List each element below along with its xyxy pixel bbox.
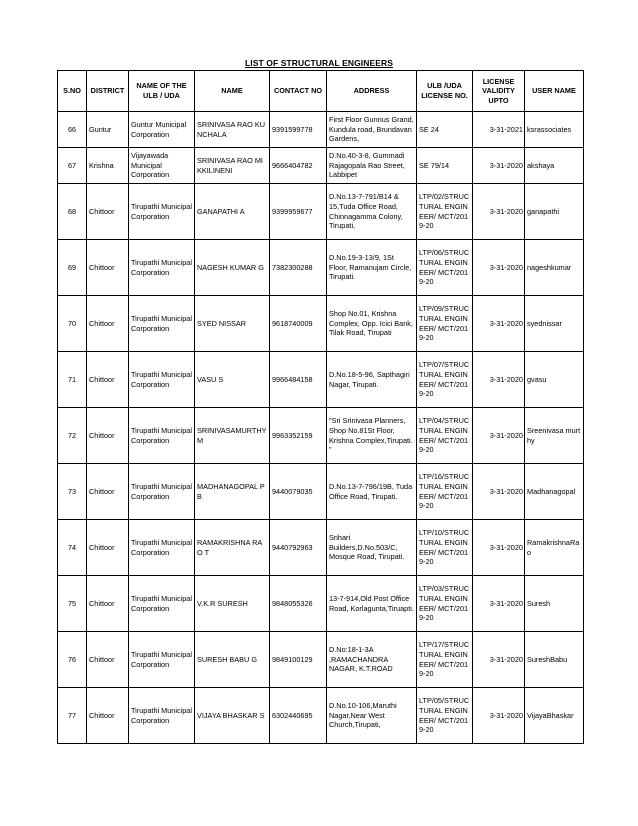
row-username-text: gvasu [527,374,547,384]
row-contact-text: 9399959677 [272,206,313,216]
row-contact [270,148,327,184]
row-district-text: Chittoor [89,486,115,496]
row-ulb-text: Tirupathi Municipal Corporation [131,313,192,333]
row-ulb [129,112,195,148]
row-validity-text: 3-31-2020 [489,430,523,440]
row-license-text: LTP/04/STRUCTURAL ENGINEER/ MCT/2019-20 [419,416,470,455]
row-sno-text: 73 [67,486,77,496]
row-district [87,576,129,632]
row-validity-text: 3-31-2020 [489,486,523,496]
table-row [58,464,584,520]
row-contact-text: 9666404782 [272,160,313,170]
row-name [195,520,270,576]
header-contact: CONTACT NO [270,71,327,112]
row-license [417,408,473,464]
row-validity-text: 3-31-2020 [489,542,523,552]
row-ulb [129,520,195,576]
row-contact [270,240,327,296]
row-username-text: Sreenivasa murthy [527,425,581,445]
row-sno-text: 68 [67,206,77,216]
table-row [58,576,584,632]
table-row [58,520,584,576]
row-validity [473,520,525,576]
row-sno [58,520,87,576]
row-ulb-text: Tirupathi Municipal Corporation [131,537,192,557]
row-validity [473,408,525,464]
table-row [58,184,584,240]
row-license [417,184,473,240]
row-contact-text: 9440079035 [272,486,313,496]
row-address-text: D.No:18-1-3A ,RAMACHANDRA NAGAR, K.T.ROAD [329,645,393,674]
table-body [58,112,584,744]
row-contact [270,576,327,632]
row-name-text: SRINIVASAMURTHY M [197,425,267,445]
row-license-text: SE 24 [419,124,439,134]
row-ulb [129,632,195,688]
row-contact-text: 7382300288 [272,262,313,272]
row-license-text: LTP/02/STRUCTURAL ENGINEER/ MCT/2019-20 [419,192,470,231]
row-district [87,296,129,352]
row-license [417,688,473,744]
row-license [417,464,473,520]
row-license-text: LTP/07/STRUCTURAL ENGINEER/ MCT/2019-20 [419,360,470,399]
row-ulb-text: Tirupathi Municipal Corporation [131,369,192,389]
header-ulb: NAME OF THE ULB / UDA [129,71,195,112]
row-sno [58,352,87,408]
row-address-text: "Sri Srinivasa Planners, Shop No.81St Floor, Krishna Complex,Tirupati. " [329,416,413,455]
row-license-text: LTP/16/STRUCTURAL ENGINEER/ MCT/2019-20 [419,472,470,511]
row-name [195,112,270,148]
header-address: ADDRESS [327,71,417,112]
row-validity [473,184,525,240]
row-contact-text: 9440792963 [272,542,313,552]
row-name [195,464,270,520]
table-row [58,632,584,688]
table-row [58,352,584,408]
row-validity-text: 3-31-2020 [489,262,523,272]
row-validity-text: 3-31-2020 [489,318,523,328]
row-contact [270,352,327,408]
row-name-text: RAMAKRISHNA RAO T [197,537,263,557]
row-license-text: LTP/06/STRUCTURAL ENGINEER/ MCT/2019-20 [419,248,470,287]
table-row [58,112,584,148]
row-license-text: LTP/03/STRUCTURAL ENGINEER/ MCT/2019-20 [419,584,470,623]
row-sno [58,184,87,240]
header-name: NAME [195,71,270,112]
row-ulb-text: Tirupathi Municipal Corporation [131,201,192,221]
row-validity-text: 3-31-2020 [489,160,523,170]
row-license-text: LTP/10/STRUCTURAL ENGINEER/ MCT/2019-20 [419,528,470,567]
row-district [87,148,129,184]
row-username-text: RamakrishnaRao [527,537,580,557]
row-validity [473,240,525,296]
row-license [417,632,473,688]
row-name-text: V.K.R SURESH [197,598,248,608]
row-district [87,352,129,408]
row-license [417,112,473,148]
row-sno [58,632,87,688]
row-address-text: D.No.19-3-13/9, 1St Floor, Ramanujam Circle, Tirupati. [329,253,412,282]
row-district-text: Krishna [89,160,114,170]
row-ulb [129,352,195,408]
row-address-text: D.No.40-3-8, Gummadi Rajagopala Rao Street, Labbipet [329,151,405,180]
row-district [87,688,129,744]
row-sno [58,148,87,184]
row-validity-text: 3-31-2020 [489,654,523,664]
row-name [195,408,270,464]
row-username [525,296,584,352]
row-validity [473,112,525,148]
row-ulb-text: Tirupathi Municipal Corporation [131,649,192,669]
row-validity [473,352,525,408]
row-sno [58,240,87,296]
row-license-text: LTP/17/STRUCTURAL ENGINEER/ MCT/2019-20 [419,640,470,679]
row-ulb [129,184,195,240]
row-validity [473,688,525,744]
row-district [87,632,129,688]
row-district-text: Chittoor [89,318,115,328]
row-sno [58,688,87,744]
row-ulb-text: Tirupathi Municipal Corporation [131,705,192,725]
header-validity: LICENSE VALIDITY UPTO [473,71,525,112]
header-district: DISTRICT [87,71,129,112]
row-ulb-text: Vijayawada Municipal Corporation [131,151,170,180]
row-license [417,520,473,576]
row-name [195,148,270,184]
row-district-text: Chittoor [89,374,115,384]
row-address-text: 13-7-914,Old Post Office Road, Korlagunta,Tiruapti. [329,593,414,613]
row-username [525,632,584,688]
row-name-text: SURESH BABU G [197,654,258,664]
row-address-text: D.No.10-106,Maruthi Nagar,Near West Church,Tirupati, [329,701,397,730]
row-contact-text: 9848055326 [272,598,313,608]
row-district [87,520,129,576]
row-address [327,184,417,240]
row-username [525,240,584,296]
table-row [58,148,584,184]
row-district-text: Chittoor [89,262,115,272]
header-username: USER NAME [525,71,584,112]
row-address [327,112,417,148]
row-username-text: nageshkumar [527,262,572,272]
row-ulb [129,688,195,744]
row-username-text: Suresh [527,598,551,608]
row-contact [270,632,327,688]
row-district-text: Chittoor [89,206,115,216]
row-username [525,520,584,576]
row-contact-text: 9966484158 [272,374,313,384]
row-address [327,520,417,576]
row-validity-text: 3-31-2020 [489,206,523,216]
row-district-text: Chittoor [89,598,115,608]
row-ulb [129,408,195,464]
page-title: LIST OF STRUCTURAL ENGINEERS [244,58,394,68]
row-address-text: D.No.18-5-96, Sapthagiri Nagar, Tirupati. [329,369,410,389]
row-address [327,576,417,632]
table-row [58,296,584,352]
row-contact [270,408,327,464]
row-license [417,352,473,408]
row-contact-text: 9391599778 [272,124,313,134]
header-sno: S.NO [58,71,87,112]
header-license: ULB /UDA LICENSE NO. [417,71,473,112]
row-validity [473,296,525,352]
row-name [195,184,270,240]
row-sno-text: 75 [67,598,77,608]
row-sno [58,464,87,520]
row-username [525,112,584,148]
row-district [87,112,129,148]
row-address [327,352,417,408]
row-username [525,464,584,520]
row-license [417,148,473,184]
row-validity-text: 3-31-2020 [489,374,523,384]
row-ulb [129,148,195,184]
row-license [417,296,473,352]
row-address-text: Shop No.01, Krishna Complex, Opp. Icici Bank, Tilak Road, Tirupati [329,309,413,338]
row-sno-text: 72 [67,430,77,440]
row-sno-text: 77 [67,710,77,720]
row-contact-text: 9963352159 [272,430,313,440]
row-address-text: D.No.13-7-796/19B, Tuda Office Road, Tirupati. [329,481,413,501]
row-address [327,688,417,744]
row-district [87,184,129,240]
row-ulb [129,240,195,296]
row-ulb [129,296,195,352]
row-contact [270,112,327,148]
row-validity-text: 3-31-2020 [489,598,523,608]
row-name-text: SRINIVASA RAO MIKKILINENI [197,155,263,175]
row-username-text: Madhanagopal [527,486,576,496]
row-district [87,408,129,464]
row-name [195,688,270,744]
row-sno-text: 76 [67,654,77,664]
table-row [58,408,584,464]
row-address [327,148,417,184]
table-header-row [58,71,584,112]
row-name-text: NAGESH KUMAR G [197,262,264,272]
row-district [87,240,129,296]
row-name-text: VIJAYA BHASKAR S [197,710,265,720]
row-contact-text: 9849100129 [272,654,313,664]
row-ulb [129,576,195,632]
row-name [195,632,270,688]
row-contact [270,520,327,576]
row-ulb-text: Guntur Municipal Corporation [131,119,187,139]
row-ulb-text: Tirupathi Municipal Corporation [131,593,192,613]
row-sno [58,408,87,464]
row-username [525,184,584,240]
row-contact [270,464,327,520]
row-ulb-text: Tirupathi Municipal Corporation [131,425,192,445]
row-username-text: ganapathi [527,206,560,216]
row-contact [270,184,327,240]
row-username [525,408,584,464]
row-validity-text: 3-31-2020 [489,710,523,720]
row-ulb-text: Tirupathi Municipal Corporation [131,257,192,277]
row-name-text: GANAPATHI A [197,206,245,216]
row-address-text: Srihari Builders,D.No.503/C, Mosque Road, Tirupati. [329,533,405,562]
row-sno-text: 74 [67,542,77,552]
row-name [195,240,270,296]
row-ulb-text: Tirupathi Municipal Corporation [131,481,192,501]
row-sno-text: 67 [67,160,77,170]
row-contact-text: 6302440695 [272,710,313,720]
row-license-text: LTP/05/STRUCTURAL ENGINEER/ MCT/2019-20 [419,696,470,735]
row-district [87,464,129,520]
row-sno [58,296,87,352]
row-name-text: SYED NISSAR [197,318,247,328]
row-district-text: Chittoor [89,710,115,720]
row-username [525,148,584,184]
row-contact [270,296,327,352]
row-username-text: SureshBabu [527,654,568,664]
row-username-text: akshaya [527,160,555,170]
row-address [327,296,417,352]
row-sno [58,576,87,632]
row-name-text: VASU S [197,374,224,384]
row-license [417,576,473,632]
row-validity [473,576,525,632]
row-username [525,576,584,632]
row-district-text: Chittoor [89,430,115,440]
row-username-text: VijayaBhaskar [527,710,574,720]
row-address [327,464,417,520]
row-name-text: MADHANAGOPAL P B [197,481,265,501]
row-district-text: Chittoor [89,654,115,664]
row-username-text: syednissar [527,318,562,328]
row-license-text: LTP/09/STRUCTURAL ENGINEER/ MCT/2019-20 [419,304,470,343]
row-license [417,240,473,296]
row-username [525,352,584,408]
row-username-text: ksrassociates [527,124,572,134]
row-address [327,632,417,688]
row-address-text: First Floor Gunnus Grand, Kundula road, Brundavan Gardens, [329,115,414,144]
row-address-text: D.No.13-7-791/B14 & 15,Tuda Office Road, Chinnagamma Colony, Tirupati, [329,192,403,231]
row-name [195,296,270,352]
row-address [327,240,417,296]
row-license-text: SE 79/14 [419,160,450,170]
row-sno-text: 70 [67,318,77,328]
row-district-text: Chittoor [89,542,115,552]
row-name [195,576,270,632]
row-validity-text: 3-31-2021 [489,124,523,134]
row-district-text: Guntur [89,124,112,134]
row-validity [473,632,525,688]
row-validity [473,464,525,520]
row-sno-text: 71 [67,374,77,384]
row-address [327,408,417,464]
table-row [58,240,584,296]
row-sno [58,112,87,148]
table-row [58,688,584,744]
row-contact-text: 9618740009 [272,318,313,328]
row-name [195,352,270,408]
row-validity [473,148,525,184]
structural-engineers-table [57,70,584,744]
row-name-text: SRINIVASA RAO KUNCHALA [197,119,265,139]
row-contact [270,688,327,744]
row-ulb [129,464,195,520]
row-sno-text: 66 [67,124,77,134]
row-username [525,688,584,744]
row-sno-text: 69 [67,262,77,272]
